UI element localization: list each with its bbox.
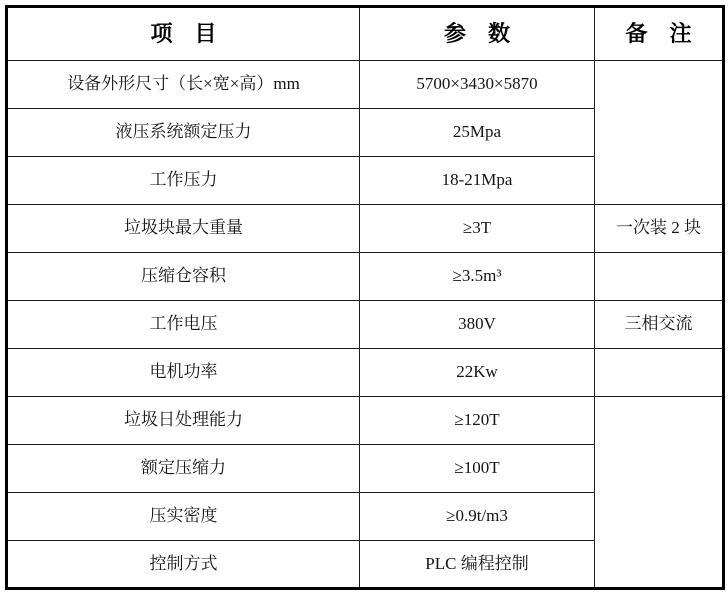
item-cell: 电机功率 — [7, 349, 360, 397]
table-row — [7, 301, 724, 349]
column-header-param: 参 数 — [360, 7, 595, 61]
param-cell: ≥120T — [360, 397, 595, 445]
item-cell: 工作电压 — [7, 301, 360, 349]
item-cell: 工作压力 — [7, 157, 360, 205]
param-cell: ≥3T — [360, 205, 595, 253]
item-cell: 压缩仓容积 — [7, 253, 360, 301]
param-cell: 5700×3430×5870 — [360, 61, 595, 109]
table-row — [7, 61, 724, 109]
item-cell: 设备外形尺寸（长×宽×高）mm — [7, 61, 360, 109]
column-header-remark: 备 注 — [595, 7, 724, 61]
item-cell: 额定压缩力 — [7, 445, 360, 493]
item-cell: 控制方式 — [7, 541, 360, 589]
spec-table — [5, 5, 725, 590]
item-cell: 垃圾块最大重量 — [7, 205, 360, 253]
item-cell: 压实密度 — [7, 493, 360, 541]
table-row — [7, 205, 724, 253]
remark-cell — [595, 253, 724, 301]
column-header-item: 项 目 — [7, 7, 360, 61]
param-cell: 22Kw — [360, 349, 595, 397]
param-cell: 25Mpa — [360, 109, 595, 157]
header-row — [7, 7, 724, 61]
param-cell: 18-21Mpa — [360, 157, 595, 205]
item-cell: 液压系统额定压力 — [7, 109, 360, 157]
remark-cell: 三相交流 — [595, 301, 724, 349]
param-cell: ≥0.9t/m3 — [360, 493, 595, 541]
table-row — [7, 253, 724, 301]
remark-cell — [595, 61, 724, 205]
table-row — [7, 349, 724, 397]
remark-cell — [595, 397, 724, 589]
remark-cell — [595, 349, 724, 397]
param-cell: 380V — [360, 301, 595, 349]
param-cell: ≥3.5m³ — [360, 253, 595, 301]
param-cell: PLC 编程控制 — [360, 541, 595, 589]
remark-cell: 一次装 2 块 — [595, 205, 724, 253]
param-cell: ≥100T — [360, 445, 595, 493]
item-cell: 垃圾日处理能力 — [7, 397, 360, 445]
table-row — [7, 397, 724, 445]
